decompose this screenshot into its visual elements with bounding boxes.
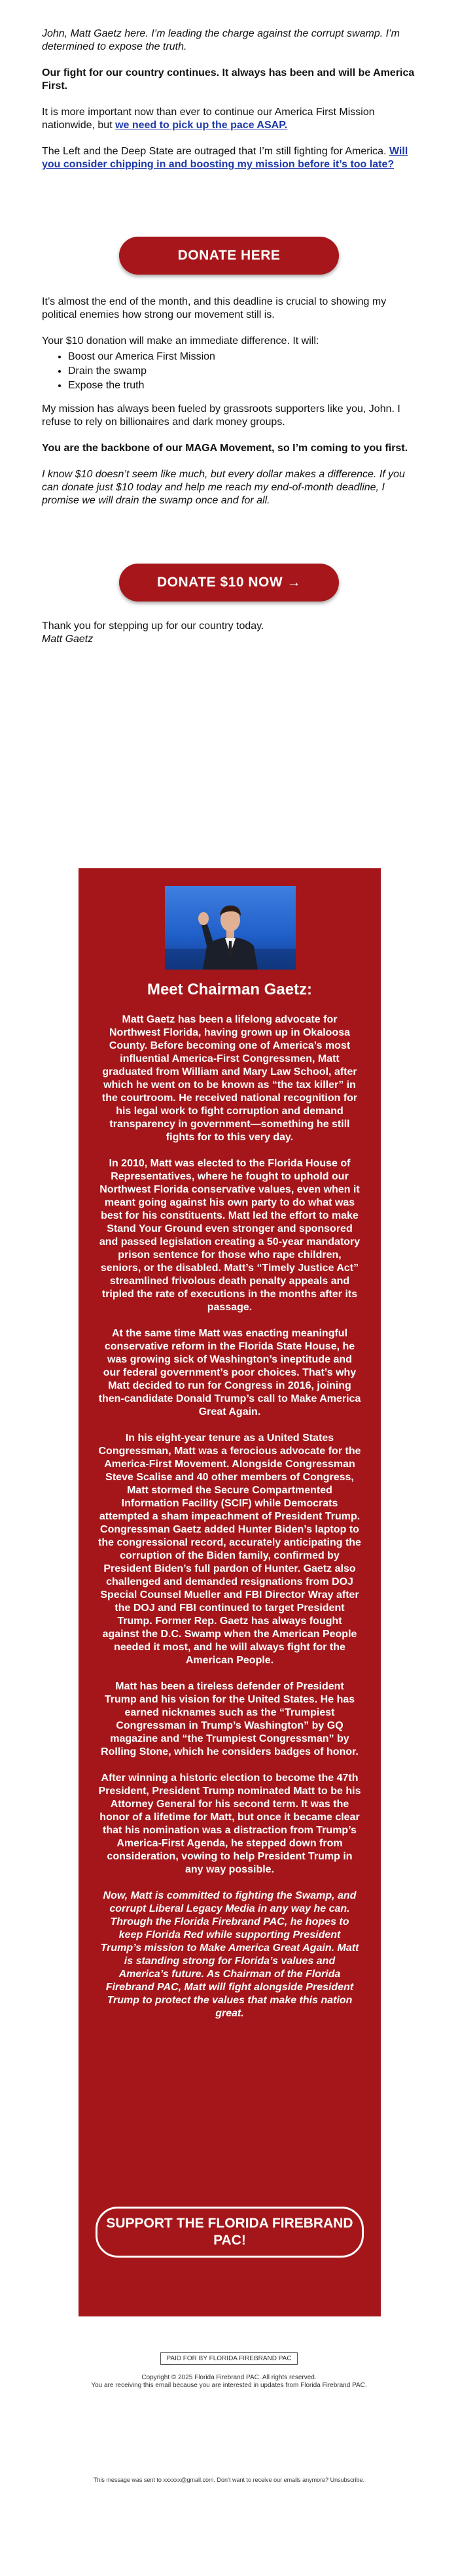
paid-for-disclaimer: PAID FOR BY FLORIDA FIREBRAND PAC [160,2352,297,2365]
donate-10-button[interactable]: DONATE $10 NOW → [119,564,339,602]
bio-paragraph: Matt has been a tireless defender of President Trump and his vision for the United States. He has earned nicknames such as the “Trumpiest Congressman in Trump’s Washington” by GQ magazine and “the Trumpiest Congressman” by Rolling Stone, which he considers badges of honor. [101,1681,359,1757]
card-title: Meet Chairman Gaetz: [147,981,313,998]
footer [0,2352,458,2389]
bio-paragraph: After winning a historic election to become the 47th President, President Trump nominated Matt to be his Attorney General for his second term. It was the honor of a lifetime for Matt, but once it became clear that his nomination was a distraction from Trump’s America-First Agenda, he stepped down from consideration, vowing to help President Trump in any way possible. [98,1772,361,1875]
chip-in-link[interactable]: Will you consider chipping in and boosting my mission before it’s too late? [42,146,408,170]
importance-text: It is more important now than ever to continue our America First Mission nationwide, but [42,107,375,131]
unsubscribe-text[interactable]: This message was sent to xxxxxx@gmail.com. Don’t want to receive our emails anymore? Unsubscribe. [93,2477,365,2483]
deadline-text: It’s almost the end of the month, and this deadline is crucial to showing my political enemies how strong our movement still is. [42,296,387,320]
signature-name: Matt Gaetz [42,634,94,645]
support-pac-button[interactable]: SUPPORT THE FLORIDA FIREBRAND PAC! [96,2207,364,2258]
chairman-photo [165,886,296,970]
list-item: • Boost our America First Mission [68,350,416,364]
bio-card [79,868,381,2316]
ask-text: I know $10 doesn’t seem like much, but every dollar makes a difference. If you can donate just $10 today and help me reach my end-of-month deadline, I promise we will drain the swamp once and for all. [42,469,405,506]
backbone-text: You are the backbone of our MAGA Movement, so I’m coming to you first. [42,443,408,454]
bio-paragraph: Matt Gaetz has been a lifelong advocate for Northwest Florida, having grown up in Okaloosa County. Before becoming one of America’s most influential America-First Congressmen, Matt graduated from William and Mary Law School, after which he went on to be known as “the tax killer” in the courtroom. He received national recognition for his legal work to fight corruption and demand transparency in government—something he still fights for to this very day. [101,1014,358,1143]
receiving-text: You are receiving this email because you are interested in updates from Florida Firebrand PAC. [91,2382,367,2389]
copyright-text: Copyright © 2025 Florida Firebrand PAC. All rights reserved. [141,2374,317,2381]
grassroots-text: My mission has always been fueled by grassroots supporters like you, John. I refuse to rely on billionaires and dark money groups. [42,403,400,428]
bio-text [98,1013,361,2033]
fight-line: Our fight for our country continues. It always has been and will be America First. [42,67,415,92]
impact-intro: Your $10 donation will make an immediate difference. It will: [42,335,319,347]
donate-here-button[interactable]: DONATE HERE [119,237,339,275]
thanks-text: Thank you for stepping up for our country today. [42,620,264,632]
bio-paragraph: In his eight-year tenure as a United States Congressman, Matt was a ferocious advocate for the America-First Movement. Alongside Congressman Steve Scalise and 40 other members of Congress, Matt stormed the Secure Compartmented Information Facility (SCIF) while Democrats attempted a sham impeachment of President Trump. Congressman Gaetz added Hunter Biden’s laptop to the congressional record, accurately anticipating the corruption of the Biden family, confirmed by President Biden’s full pardon of Hunter. Gaetz also challenged and demanded resignations from DOJ Special Counsel Mueller and FBI Director Wray after the DOJ and FBI continued to target President Trump. Former Rep. Gaetz has always fought against the D.C. Swamp when the American People needed it most, and he will always fight for the American People. [98,1432,361,1666]
bio-paragraph: Now, Matt is committed to fighting the Swamp, and corrupt Liberal Legacy Media in any way he can. Through the Florida Firebrand PAC, he hopes to keep Florida Red while supporting President Trump’s mission to Make America Great Again. Matt is standing strong for Florida’s values and America’s future. As Chairman of the Florida Firebrand PAC, Matt will fight alongside President Trump to protect the values that make this nation great. [100,1890,359,2019]
pick-up-pace-link[interactable]: we need to pick up the pace ASAP. [115,120,288,131]
signoff-section [42,620,416,646]
outrage-paragraph [42,145,416,171]
greeting-text: John, Matt Gaetz here. I’m leading the charge against the corrupt swamp. I’m determined to expose the truth. [42,28,400,52]
list-item: • Drain the swamp [68,365,416,378]
intro-section [42,27,416,171]
bio-paragraph: At the same time Matt was enacting meaningful conservative reform in the Florida State House, he was growing sick of Washington’s ineptitude and our federal government’s poor choices. That’s why Matt decided to run for Congress in 2016, joining then-candidate Donald Trump’s call to Make America Great Again. [98,1328,361,1417]
outrage-text: The Left and the Deep State are outraged that I’m still fighting for America. [42,146,389,157]
bio-paragraph: In 2010, Matt was elected to the Florida House of Representatives, where he fought to uphold our Northwest Florida conservative values, even when it meant going against his own party to do what was best for his constituents. Matt led the effort to make Stand Your Ground even stronger and sponsored and passed legislation creating a 50-year mandatory prison sentence for those who rape children, seniors, or the disabled. Matt’s “Timely Justice Act” streamlined frivolous death penalty appeals and tripled the rate of executions in the months after its passage. [99,1158,361,1313]
chairman-portrait-icon [165,886,296,970]
list-item: • Expose the truth [68,379,416,392]
body-section [42,296,416,507]
impact-list [42,350,416,392]
importance-paragraph [42,106,416,132]
